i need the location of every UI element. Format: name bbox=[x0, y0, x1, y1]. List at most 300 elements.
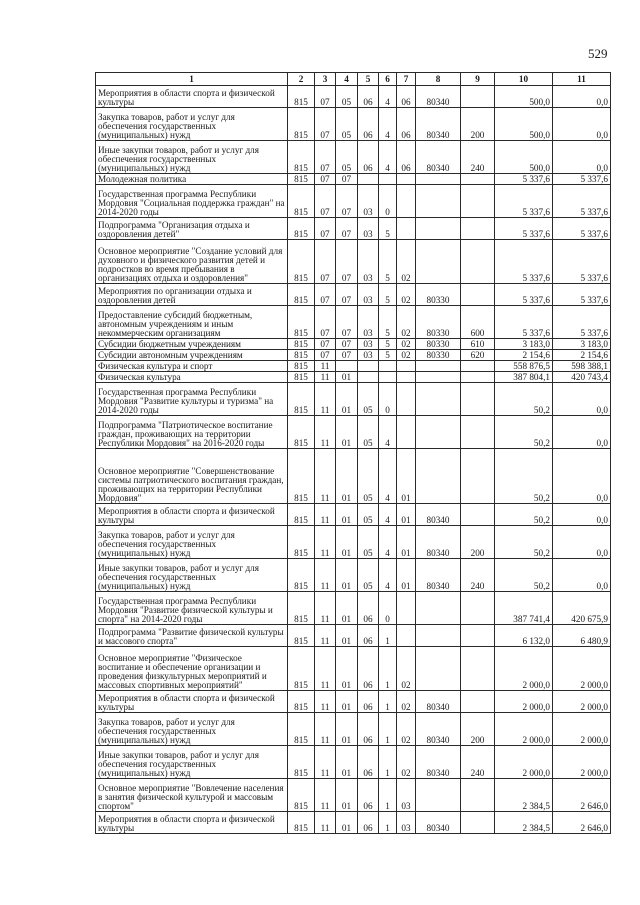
code-cell bbox=[416, 592, 461, 625]
code-cell: 02 bbox=[397, 306, 416, 339]
table-row bbox=[96, 559, 611, 592]
code-cell: 11 bbox=[315, 779, 336, 812]
code-cell: 4 bbox=[379, 449, 397, 504]
code-cell: 01 bbox=[397, 526, 416, 559]
code-cell: 11 bbox=[315, 416, 336, 449]
table-row bbox=[96, 306, 611, 339]
code-cell: 06 bbox=[358, 647, 379, 691]
code-cell: 07 bbox=[336, 185, 358, 218]
code-cell: 80340 bbox=[416, 141, 461, 174]
code-cell: 01 bbox=[336, 746, 358, 779]
code-cell: 0 bbox=[379, 592, 397, 625]
table-row bbox=[96, 350, 611, 361]
table-row bbox=[96, 174, 611, 185]
code-cell: 07 bbox=[336, 240, 358, 284]
code-cell: 1 bbox=[379, 812, 397, 834]
code-cell: 80330 bbox=[416, 284, 461, 306]
code-cell: 01 bbox=[336, 416, 358, 449]
table-row bbox=[96, 108, 611, 141]
code-cell: 4 bbox=[379, 504, 397, 526]
row-name-cell: Мероприятия в области спорта и физической культуры bbox=[96, 86, 288, 108]
code-cell: 815 bbox=[288, 185, 315, 218]
code-cell: 01 bbox=[336, 625, 358, 647]
code-cell: 03 bbox=[358, 339, 379, 350]
code-cell: 07 bbox=[315, 218, 336, 240]
amount-cell: 2 000,0 bbox=[553, 691, 611, 713]
code-cell: 06 bbox=[397, 141, 416, 174]
row-name-cell: Основное мероприятие "Вовлечение населения в занятия физической культурой и массовым спортом" bbox=[96, 779, 288, 812]
row-name-cell: Подпрограмма "Организация отдыха и оздоровления детей" bbox=[96, 218, 288, 240]
code-cell: 5 bbox=[379, 284, 397, 306]
code-cell: 80340 bbox=[416, 108, 461, 141]
table-row bbox=[96, 284, 611, 306]
code-cell: 07 bbox=[315, 350, 336, 361]
amount-cell: 2 000,0 bbox=[495, 691, 553, 713]
code-cell: 05 bbox=[358, 416, 379, 449]
code-cell: 02 bbox=[397, 746, 416, 779]
amount-cell: 0,0 bbox=[553, 86, 611, 108]
code-cell: 80340 bbox=[416, 504, 461, 526]
header-cell: 5 bbox=[358, 73, 379, 86]
table-row bbox=[96, 339, 611, 350]
code-cell: 4 bbox=[379, 526, 397, 559]
table-row bbox=[96, 625, 611, 647]
amount-cell: 2 000,0 bbox=[553, 713, 611, 746]
code-cell: 11 bbox=[315, 625, 336, 647]
table-header-row bbox=[96, 73, 611, 86]
amount-cell: 6 480,9 bbox=[553, 625, 611, 647]
code-cell: 200 bbox=[461, 108, 495, 141]
code-cell: 815 bbox=[288, 746, 315, 779]
code-cell: 06 bbox=[358, 625, 379, 647]
code-cell: 600 bbox=[461, 306, 495, 339]
code-cell bbox=[461, 449, 495, 504]
code-cell bbox=[358, 174, 379, 185]
code-cell: 11 bbox=[315, 713, 336, 746]
amount-cell: 0,0 bbox=[553, 449, 611, 504]
code-cell: 815 bbox=[288, 141, 315, 174]
code-cell: 815 bbox=[288, 350, 315, 361]
code-cell bbox=[416, 174, 461, 185]
code-cell bbox=[416, 416, 461, 449]
code-cell: 0 bbox=[379, 185, 397, 218]
amount-cell: 5 337,6 bbox=[495, 174, 553, 185]
table-row bbox=[96, 218, 611, 240]
code-cell bbox=[416, 218, 461, 240]
code-cell bbox=[416, 449, 461, 504]
code-cell: 11 bbox=[315, 372, 336, 383]
header-cell: 3 bbox=[315, 73, 336, 86]
code-cell bbox=[397, 625, 416, 647]
code-cell: 01 bbox=[336, 713, 358, 746]
code-cell bbox=[461, 779, 495, 812]
code-cell: 815 bbox=[288, 504, 315, 526]
code-cell bbox=[397, 383, 416, 416]
amount-cell: 420 675,9 bbox=[553, 592, 611, 625]
code-cell: 01 bbox=[336, 812, 358, 834]
code-cell: 07 bbox=[336, 306, 358, 339]
code-cell bbox=[461, 185, 495, 218]
table-row bbox=[96, 416, 611, 449]
code-cell: 06 bbox=[397, 86, 416, 108]
amount-cell: 50,2 bbox=[495, 383, 553, 416]
row-name-cell: Мероприятия в области спорта и физической культуры bbox=[96, 504, 288, 526]
amount-cell: 500,0 bbox=[495, 86, 553, 108]
amount-cell: 420 743,4 bbox=[553, 372, 611, 383]
amount-cell: 2 646,0 bbox=[553, 779, 611, 812]
code-cell: 01 bbox=[336, 372, 358, 383]
header-cell: 1 bbox=[96, 73, 288, 86]
code-cell: 620 bbox=[461, 350, 495, 361]
row-name-cell: Государственная программа Республики Мордовия "Социальная поддержка граждан" на 2014-2020 годы bbox=[96, 185, 288, 218]
header-cell: 2 bbox=[288, 73, 315, 86]
header-cell: 10 bbox=[495, 73, 553, 86]
amount-cell: 0,0 bbox=[553, 416, 611, 449]
code-cell: 80340 bbox=[416, 812, 461, 834]
code-cell bbox=[416, 185, 461, 218]
code-cell: 01 bbox=[397, 449, 416, 504]
code-cell: 06 bbox=[358, 812, 379, 834]
code-cell bbox=[379, 174, 397, 185]
code-cell: 01 bbox=[397, 559, 416, 592]
code-cell: 07 bbox=[336, 350, 358, 361]
header-cell: 11 bbox=[553, 73, 611, 86]
code-cell: 815 bbox=[288, 812, 315, 834]
code-cell: 01 bbox=[336, 779, 358, 812]
code-cell: 06 bbox=[358, 108, 379, 141]
code-cell: 815 bbox=[288, 306, 315, 339]
table-row bbox=[96, 713, 611, 746]
code-cell bbox=[336, 361, 358, 372]
code-cell bbox=[416, 647, 461, 691]
code-cell: 02 bbox=[397, 350, 416, 361]
code-cell bbox=[397, 592, 416, 625]
header-cell: 7 bbox=[397, 73, 416, 86]
code-cell: 5 bbox=[379, 240, 397, 284]
table-row bbox=[96, 185, 611, 218]
code-cell: 05 bbox=[336, 108, 358, 141]
code-cell: 11 bbox=[315, 746, 336, 779]
table-row bbox=[96, 449, 611, 504]
code-cell: 02 bbox=[397, 284, 416, 306]
code-cell bbox=[416, 625, 461, 647]
amount-cell: 5 337,6 bbox=[553, 218, 611, 240]
code-cell: 815 bbox=[288, 339, 315, 350]
code-cell bbox=[461, 218, 495, 240]
code-cell: 11 bbox=[315, 691, 336, 713]
amount-cell: 2 646,0 bbox=[553, 812, 611, 834]
code-cell: 01 bbox=[397, 504, 416, 526]
code-cell: 11 bbox=[315, 526, 336, 559]
amount-cell: 6 132,0 bbox=[495, 625, 553, 647]
amount-cell: 5 337,6 bbox=[553, 284, 611, 306]
row-name-cell: Подпрограмма "Патриотическое воспитание граждан, проживающих на территории Республики Мордовия" на 2016-2020 годы bbox=[96, 416, 288, 449]
table-row bbox=[96, 779, 611, 812]
code-cell: 03 bbox=[358, 306, 379, 339]
code-cell: 5 bbox=[379, 350, 397, 361]
page-number: 529 bbox=[588, 46, 608, 61]
code-cell: 02 bbox=[397, 339, 416, 350]
code-cell: 815 bbox=[288, 647, 315, 691]
code-cell: 07 bbox=[336, 218, 358, 240]
row-name-cell: Закупка товаров, работ и услуг для обеспечения государственных (муниципальных) нужд bbox=[96, 526, 288, 559]
code-cell: 07 bbox=[336, 284, 358, 306]
code-cell: 01 bbox=[336, 559, 358, 592]
row-name-cell: Физическая культура и спорт bbox=[96, 361, 288, 372]
amount-cell: 0,0 bbox=[553, 383, 611, 416]
code-cell: 240 bbox=[461, 141, 495, 174]
code-cell: 06 bbox=[397, 108, 416, 141]
code-cell: 06 bbox=[358, 592, 379, 625]
row-name-cell: Молодежная политика bbox=[96, 174, 288, 185]
code-cell: 1 bbox=[379, 625, 397, 647]
code-cell: 5 bbox=[379, 306, 397, 339]
code-cell: 06 bbox=[358, 86, 379, 108]
code-cell: 80330 bbox=[416, 306, 461, 339]
amount-cell: 387 804,1 bbox=[495, 372, 553, 383]
code-cell: 1 bbox=[379, 713, 397, 746]
code-cell: 80330 bbox=[416, 339, 461, 350]
code-cell: 07 bbox=[315, 339, 336, 350]
code-cell: 07 bbox=[315, 240, 336, 284]
header-cell: 6 bbox=[379, 73, 397, 86]
code-cell bbox=[461, 86, 495, 108]
code-cell: 815 bbox=[288, 779, 315, 812]
code-cell: 1 bbox=[379, 691, 397, 713]
code-cell: 03 bbox=[358, 218, 379, 240]
code-cell: 11 bbox=[315, 592, 336, 625]
code-cell: 06 bbox=[358, 141, 379, 174]
code-cell: 1 bbox=[379, 647, 397, 691]
row-name-cell: Субсидии бюджетным учреждениям bbox=[96, 339, 288, 350]
amount-cell: 5 337,6 bbox=[495, 218, 553, 240]
amount-cell: 50,2 bbox=[495, 526, 553, 559]
header-cell: 9 bbox=[461, 73, 495, 86]
code-cell: 815 bbox=[288, 108, 315, 141]
code-cell: 80330 bbox=[416, 350, 461, 361]
code-cell: 80340 bbox=[416, 86, 461, 108]
code-cell: 05 bbox=[358, 526, 379, 559]
row-name-cell: Физическая культура bbox=[96, 372, 288, 383]
code-cell: 815 bbox=[288, 383, 315, 416]
code-cell bbox=[358, 361, 379, 372]
row-name-cell: Иные закупки товаров, работ и услуг для обеспечения государственных (муниципальных) нужд bbox=[96, 141, 288, 174]
code-cell bbox=[416, 361, 461, 372]
row-name-cell: Предоставление субсидий бюджетным, автономным учреждениям и иным некоммерческим организациям bbox=[96, 306, 288, 339]
code-cell bbox=[416, 779, 461, 812]
code-cell: 5 bbox=[379, 339, 397, 350]
amount-cell: 598 388,1 bbox=[553, 361, 611, 372]
table-row bbox=[96, 504, 611, 526]
amount-cell: 2 000,0 bbox=[495, 746, 553, 779]
code-cell: 05 bbox=[358, 383, 379, 416]
code-cell: 01 bbox=[336, 383, 358, 416]
amount-cell: 5 337,6 bbox=[495, 306, 553, 339]
code-cell: 03 bbox=[397, 812, 416, 834]
code-cell: 11 bbox=[315, 383, 336, 416]
code-cell: 815 bbox=[288, 416, 315, 449]
amount-cell: 2 000,0 bbox=[495, 647, 553, 691]
table-row bbox=[96, 141, 611, 174]
amount-cell: 2 000,0 bbox=[553, 746, 611, 779]
code-cell: 815 bbox=[288, 713, 315, 746]
amount-cell: 2 000,0 bbox=[495, 713, 553, 746]
code-cell bbox=[416, 372, 461, 383]
amount-cell: 0,0 bbox=[553, 504, 611, 526]
code-cell bbox=[397, 185, 416, 218]
amount-cell: 5 337,6 bbox=[495, 284, 553, 306]
code-cell: 815 bbox=[288, 174, 315, 185]
code-cell: 4 bbox=[379, 559, 397, 592]
code-cell: 06 bbox=[358, 779, 379, 812]
row-name-cell: Государственная программа Республики Мордовия "Развитие культуры и туризма" на 2014-2020 годы bbox=[96, 383, 288, 416]
code-cell bbox=[461, 361, 495, 372]
code-cell: 240 bbox=[461, 746, 495, 779]
amount-cell: 500,0 bbox=[495, 108, 553, 141]
code-cell: 0 bbox=[379, 383, 397, 416]
code-cell: 02 bbox=[397, 713, 416, 746]
amount-cell: 558 876,5 bbox=[495, 361, 553, 372]
code-cell: 11 bbox=[315, 559, 336, 592]
code-cell bbox=[461, 647, 495, 691]
amount-cell: 5 337,6 bbox=[495, 240, 553, 284]
code-cell: 815 bbox=[288, 361, 315, 372]
code-cell: 610 bbox=[461, 339, 495, 350]
table-row bbox=[96, 592, 611, 625]
code-cell: 02 bbox=[397, 691, 416, 713]
code-cell bbox=[416, 240, 461, 284]
code-cell: 815 bbox=[288, 559, 315, 592]
amount-cell: 2 154,6 bbox=[553, 350, 611, 361]
amount-cell: 5 337,6 bbox=[553, 174, 611, 185]
amount-cell: 50,2 bbox=[495, 559, 553, 592]
code-cell: 03 bbox=[397, 779, 416, 812]
code-cell: 815 bbox=[288, 218, 315, 240]
amount-cell: 50,2 bbox=[495, 449, 553, 504]
code-cell: 240 bbox=[461, 559, 495, 592]
code-cell bbox=[358, 372, 379, 383]
header-cell: 4 bbox=[336, 73, 358, 86]
code-cell bbox=[461, 592, 495, 625]
amount-cell: 2 000,0 bbox=[553, 647, 611, 691]
code-cell: 815 bbox=[288, 691, 315, 713]
table-row bbox=[96, 526, 611, 559]
amount-cell: 3 183,0 bbox=[553, 339, 611, 350]
code-cell bbox=[397, 174, 416, 185]
code-cell bbox=[397, 361, 416, 372]
code-cell: 11 bbox=[315, 449, 336, 504]
code-cell: 07 bbox=[315, 306, 336, 339]
row-name-cell: Субсидии автономным учреждениям bbox=[96, 350, 288, 361]
amount-cell: 3 183,0 bbox=[495, 339, 553, 350]
amount-cell: 2 384,5 bbox=[495, 779, 553, 812]
code-cell: 1 bbox=[379, 746, 397, 779]
code-cell: 815 bbox=[288, 372, 315, 383]
code-cell: 01 bbox=[336, 592, 358, 625]
amount-cell: 0,0 bbox=[553, 559, 611, 592]
code-cell: 02 bbox=[397, 240, 416, 284]
code-cell: 1 bbox=[379, 779, 397, 812]
row-name-cell: Мероприятия в области спорта и физической культуры bbox=[96, 691, 288, 713]
code-cell bbox=[397, 372, 416, 383]
code-cell: 07 bbox=[315, 141, 336, 174]
amount-cell: 5 337,6 bbox=[553, 240, 611, 284]
code-cell: 815 bbox=[288, 284, 315, 306]
code-cell: 01 bbox=[336, 449, 358, 504]
code-cell: 05 bbox=[358, 449, 379, 504]
amount-cell: 5 337,6 bbox=[553, 306, 611, 339]
code-cell: 07 bbox=[336, 174, 358, 185]
code-cell: 815 bbox=[288, 86, 315, 108]
table-row bbox=[96, 372, 611, 383]
amount-cell: 500,0 bbox=[495, 141, 553, 174]
code-cell: 200 bbox=[461, 713, 495, 746]
budget-table bbox=[95, 72, 611, 834]
code-cell: 815 bbox=[288, 526, 315, 559]
header-cell: 8 bbox=[416, 73, 461, 86]
row-name-cell: Подпрограмма "Развитие физической культуры и массового спорта" bbox=[96, 625, 288, 647]
row-name-cell: Закупка товаров, работ и услуг для обеспечения государственных (муниципальных) нужд bbox=[96, 108, 288, 141]
row-name-cell: Закупка товаров, работ и услуг для обеспечения государственных (муниципальных) нужд bbox=[96, 713, 288, 746]
table-row bbox=[96, 647, 611, 691]
row-name-cell: Иные закупки товаров, работ и услуг для обеспечения государственных (муниципальных) нужд bbox=[96, 559, 288, 592]
code-cell: 815 bbox=[288, 240, 315, 284]
code-cell: 80340 bbox=[416, 746, 461, 779]
code-cell: 07 bbox=[315, 284, 336, 306]
code-cell: 01 bbox=[336, 691, 358, 713]
amount-cell: 387 741,4 bbox=[495, 592, 553, 625]
code-cell: 11 bbox=[315, 361, 336, 372]
table-row bbox=[96, 86, 611, 108]
table-row bbox=[96, 383, 611, 416]
code-cell: 06 bbox=[358, 713, 379, 746]
code-cell bbox=[461, 812, 495, 834]
code-cell bbox=[461, 416, 495, 449]
code-cell: 4 bbox=[379, 108, 397, 141]
table-row bbox=[96, 691, 611, 713]
code-cell: 07 bbox=[315, 108, 336, 141]
code-cell: 05 bbox=[358, 559, 379, 592]
code-cell: 07 bbox=[315, 185, 336, 218]
code-cell: 03 bbox=[358, 350, 379, 361]
table-row bbox=[96, 240, 611, 284]
code-cell: 80340 bbox=[416, 559, 461, 592]
code-cell bbox=[397, 218, 416, 240]
code-cell: 4 bbox=[379, 416, 397, 449]
code-cell: 03 bbox=[358, 284, 379, 306]
code-cell bbox=[461, 240, 495, 284]
code-cell: 01 bbox=[336, 526, 358, 559]
amount-cell: 50,2 bbox=[495, 504, 553, 526]
code-cell: 11 bbox=[315, 647, 336, 691]
code-cell: 815 bbox=[288, 625, 315, 647]
code-cell bbox=[461, 383, 495, 416]
amount-cell: 0,0 bbox=[553, 526, 611, 559]
table-row bbox=[96, 746, 611, 779]
code-cell: 05 bbox=[336, 141, 358, 174]
code-cell: 02 bbox=[397, 647, 416, 691]
code-cell bbox=[461, 625, 495, 647]
amount-cell: 0,0 bbox=[553, 141, 611, 174]
code-cell: 4 bbox=[379, 86, 397, 108]
code-cell: 03 bbox=[358, 240, 379, 284]
code-cell: 11 bbox=[315, 812, 336, 834]
code-cell bbox=[397, 416, 416, 449]
amount-cell: 50,2 bbox=[495, 416, 553, 449]
amount-cell: 5 337,6 bbox=[553, 185, 611, 218]
row-name-cell: Основное мероприятие "Совершенствование системы патриотического воспитания граждан, проживающих на территории Республики Мордовия" bbox=[96, 449, 288, 504]
code-cell: 4 bbox=[379, 141, 397, 174]
